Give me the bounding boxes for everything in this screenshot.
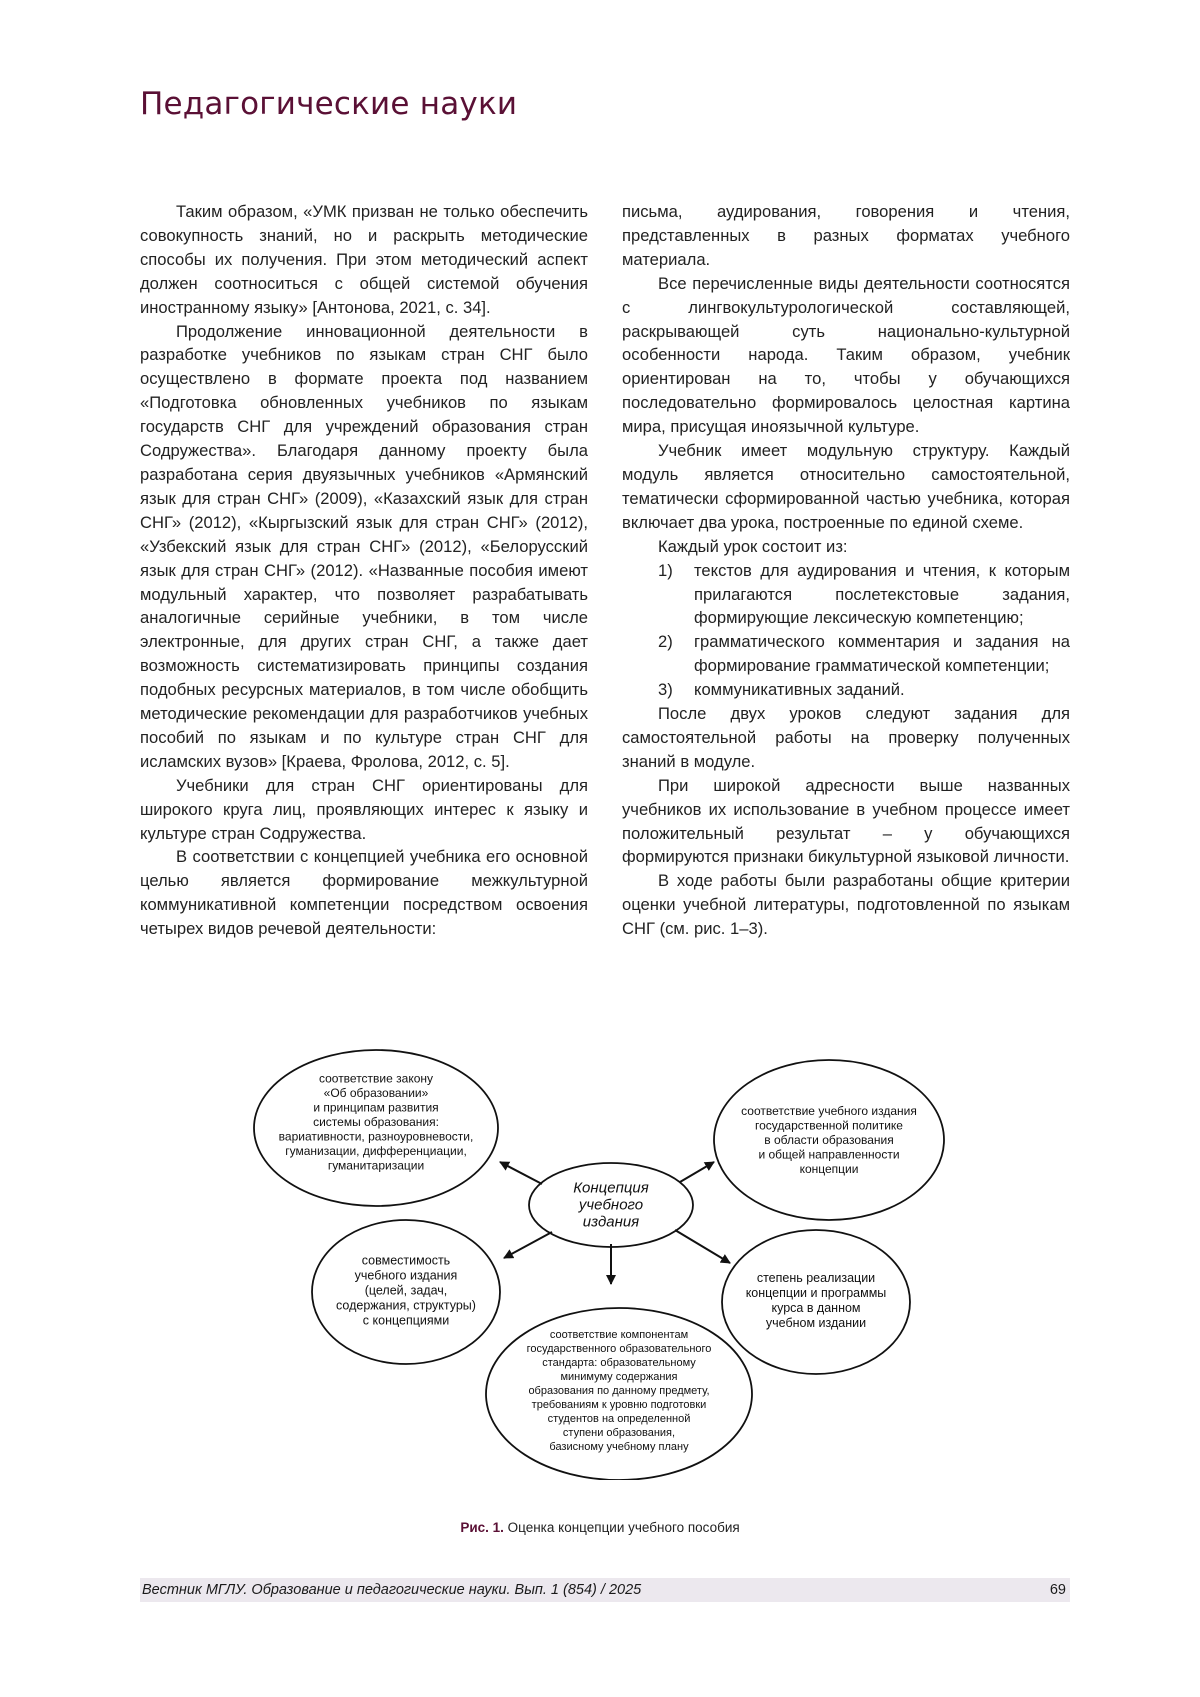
node-text-line: концепции bbox=[799, 1162, 859, 1177]
node-text-line: «Об образовании» bbox=[323, 1086, 429, 1101]
node-text-line: в области образования bbox=[764, 1133, 894, 1148]
node-text-line: соответствие учебного издания bbox=[741, 1104, 917, 1119]
node-bottom-text bbox=[527, 1329, 712, 1453]
arrow-to-top-right bbox=[680, 1162, 714, 1182]
node-text-line: государственного образовательного bbox=[526, 1342, 712, 1355]
paragraph: Каждый урок состоит из: bbox=[658, 536, 848, 556]
node-top-right-text bbox=[741, 1104, 917, 1176]
node-text-line: концепции и программы bbox=[745, 1285, 887, 1300]
node-text-line: курса в данном bbox=[771, 1300, 861, 1315]
node-text-line: издания bbox=[582, 1213, 640, 1231]
node-text-line: стандарта: образовательному bbox=[542, 1356, 696, 1369]
node-text-line: гуманитаризации bbox=[327, 1158, 425, 1173]
node-bottom-left-text bbox=[336, 1253, 476, 1327]
node-text-line: и общей направленности bbox=[758, 1147, 900, 1162]
page-footer bbox=[140, 1578, 1070, 1602]
figure-caption bbox=[0, 1520, 1200, 1535]
arrow-to-top-left bbox=[500, 1162, 542, 1184]
list-text: текстов для аудирования и чтения, к которым прилагаются послетекстовые задания, формирующие лексическую компетенцию; bbox=[694, 560, 1070, 628]
left-column bbox=[140, 200, 588, 941]
paragraph: В ходе работы были разработаны общие критерии оценки учебной литературы, подготовленной по языкам СНГ (см. рис. 1–3). bbox=[622, 871, 1070, 939]
list-number: 1) bbox=[658, 560, 673, 580]
node-text-line: соответствие закону bbox=[318, 1071, 434, 1086]
figure-label: Рис. 1. bbox=[460, 1520, 504, 1535]
node-text-line: базисному учебному плану bbox=[549, 1440, 689, 1453]
arrow-to-bottom-left bbox=[504, 1232, 552, 1258]
node-bottom-right-text bbox=[746, 1271, 887, 1330]
node-text-line: соответствие компонентам bbox=[549, 1328, 689, 1341]
node-top-left-text bbox=[279, 1072, 474, 1173]
node-text-line: вариативности, разноуровневости, bbox=[278, 1129, 474, 1144]
list-number: 3) bbox=[658, 680, 673, 700]
node-text-line: учебного bbox=[578, 1196, 644, 1214]
figure-caption-text: Оценка концепции учебного пособия bbox=[503, 1520, 740, 1535]
node-text-line: с концепциями bbox=[362, 1313, 450, 1328]
paragraph: Учебники для стран СНГ ориентированы для широкого круга лиц, проявляющих интерес к языку и культуре стран Содружества. bbox=[140, 775, 588, 843]
node-center-text bbox=[573, 1179, 649, 1230]
node-text-line: студентов на определенной bbox=[547, 1412, 691, 1425]
list-text: коммуникативных заданий. bbox=[694, 680, 905, 700]
right-column bbox=[622, 200, 1070, 941]
concept-diagram bbox=[0, 1040, 1200, 1480]
node-text-line: и принципам развития bbox=[313, 1100, 439, 1115]
paragraph: После двух уроков следуют задания для самостоятельной работы на проверку полученных знаний в модуле. bbox=[622, 704, 1070, 771]
paragraph-continuation: письма, аудирования, говорения и чтения, представленных в разных форматах учебного материала. bbox=[622, 202, 1070, 269]
node-text-line: системы образования: bbox=[313, 1115, 439, 1130]
arrow-to-bottom-right bbox=[675, 1230, 730, 1263]
node-text-line: степень реализации bbox=[756, 1270, 876, 1285]
node-text-line: гуманизации, дифференциации, bbox=[285, 1144, 467, 1159]
node-text-line: (целей, задач, bbox=[364, 1283, 448, 1298]
paragraph: В соответствии с концепцией учебника его основной целью является формирование межкультурной коммуникативной компетенции посредством освоения четырех видов речевой деятельности: bbox=[140, 847, 588, 939]
node-text-line: Концепция bbox=[573, 1179, 649, 1197]
paragraph: Продолжение инновационной деятельности в разработке учебников по языкам стран СНГ было осуществлено в формате проекта под названием «Подготовка обновленных учебников по языкам государств СНГ для учреждений образования стран Содружества». Благодаря данному проекту была разработана серия двуязычных учебников «Армянский язык для стран СНГ» (2009), «Казахский язык для стран СНГ» (2012), «Кыргызский язык для стран СНГ» (2012), «Узбекский язык для стран СНГ» (2012), «Белорусский язык для стран СНГ» (2012). «Названные пособия имеют модульный характер, что позволяет разрабатывать аналогичные серийные учебники, в том числе электронные, для других стран СНГ, а также дает возможность систематизировать принципы создания подобных ресурсных материалов, в том числе обобщить методические рекомендации для разработчиков учебных пособий по языкам и по культуре стран СНГ для исламских вузов» [Краева, Фролова, 2012, с. 5]. bbox=[140, 321, 588, 771]
list-item bbox=[622, 559, 1070, 631]
node-text-line: учебном издании bbox=[765, 1315, 867, 1330]
list-number: 2) bbox=[658, 632, 673, 652]
node-text-line: требованиям к уровню подготовки bbox=[531, 1398, 707, 1411]
paragraph: Таким образом, «УМК призван не только обеспечить совокупность знаний, но и раскрыть методические способы их получения. При этом методический аспект должен соотноситься с общей системой обучения иностранному языку» [Антонова, 2021, с. 34]. bbox=[140, 202, 588, 317]
list-item bbox=[622, 630, 1070, 678]
node-text-line: ступени образования, bbox=[562, 1426, 676, 1439]
lesson-components-list bbox=[622, 559, 1070, 702]
node-text-line: государственной политике bbox=[755, 1118, 903, 1133]
list-item bbox=[622, 678, 1070, 702]
node-text-line: совместимость bbox=[361, 1253, 451, 1268]
paragraph: При широкой адресности выше названных учебников их использование в учебном процессе имеет положительный результат – у обучающихся формируются признаки бикультурной языковой личности. bbox=[622, 775, 1070, 867]
section-title: Педагогические науки bbox=[140, 86, 518, 122]
node-text-line: образования по данному предмету, bbox=[528, 1384, 710, 1397]
list-text: грамматического комментария и задания на формирование грамматической компетенции; bbox=[694, 632, 1070, 676]
page-number: 69 bbox=[1049, 1582, 1066, 1598]
journal-title: Вестник МГЛУ. Образование и педагогические науки. Вып. 1 (854) / 2025 bbox=[142, 1582, 642, 1598]
node-text-line: минимуму содержания bbox=[560, 1370, 678, 1383]
node-texts bbox=[279, 1072, 917, 1453]
node-text-line: учебного издания bbox=[354, 1268, 458, 1283]
paragraph: Все перечисленные виды деятельности соотносятся с лингвокультурологической составляющей, раскрывающей суть национально-культурной особенности народа. Таким образом, учебник ориентирован на то, чтобы у обучающихся последовательно формировалось целостная картина мира, присущая иноязычной культуре. bbox=[622, 273, 1070, 437]
paragraph: Учебник имеет модульную структуру. Каждый модуль является относительно самостоятельной, тематически сформированной частью учебника, которая включает два урока, построенные по единой схеме. bbox=[622, 441, 1070, 532]
node-text-line: содержания, структуры) bbox=[336, 1298, 476, 1313]
